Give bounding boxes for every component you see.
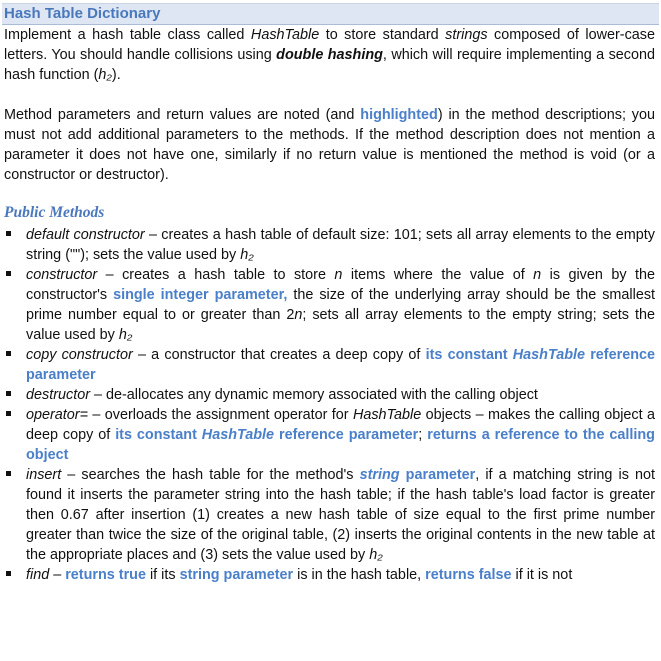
method-name: find <box>26 567 50 583</box>
parameter-highlight-type: string <box>359 467 400 483</box>
method-description: objects – makes the calling object a deep copy of <box>26 407 655 443</box>
method-description: – a constructor that creates a deep copy of <box>132 347 426 363</box>
intro-text-3: composed of lower-case letters. You should handle collisions using <box>4 27 655 63</box>
parameter-highlight: reference parameter <box>274 427 419 443</box>
public-methods-heading: Public Methods <box>4 204 105 221</box>
bullet-marker <box>6 271 11 276</box>
parameter-highlight: single integer parameter, <box>113 287 288 303</box>
variable-n: n <box>533 267 542 283</box>
note-text-1: Method parameters and return values are noted (and <box>4 107 361 123</box>
method-item-constructor <box>4 265 655 345</box>
bullet-marker <box>6 471 11 476</box>
bullet-marker <box>6 391 11 396</box>
h2-term: h₂ <box>240 247 254 263</box>
method-name: insert <box>26 467 62 483</box>
parameter-highlight: its constant <box>115 427 202 443</box>
method-description: – <box>49 567 66 583</box>
method-description: ; sets all array elements to the empty string; sets the value used by <box>26 307 655 343</box>
parameters-note-paragraph <box>4 105 655 185</box>
method-description: – overloads the assignment operator for <box>88 407 353 423</box>
method-item-insert <box>4 465 655 565</box>
method-description: – creates a hash table to store <box>97 267 335 283</box>
h2-term: h₂ <box>118 327 133 343</box>
bullet-marker <box>6 231 11 236</box>
method-item-default-constructor <box>4 225 655 265</box>
parameter-highlight-class: HashTable <box>201 427 275 443</box>
document-title: Hash Table Dictionary <box>2 3 659 25</box>
method-description: ; <box>418 427 428 443</box>
method-description: – searches the hash table for the method's <box>61 467 360 483</box>
return-highlight: returns a reference to the calling object <box>26 427 655 463</box>
return-highlight: returns true <box>65 567 146 583</box>
bullet-marker <box>6 571 11 576</box>
method-description: items where the value of <box>342 267 534 283</box>
parameter-highlight: its constant <box>425 347 513 363</box>
class-name-hashtable: HashTable <box>352 407 422 423</box>
method-item-destructor <box>4 385 655 405</box>
class-name-hashtable: HashTable <box>250 27 320 43</box>
return-highlight: returns false <box>425 567 512 583</box>
methods-list <box>4 225 655 585</box>
method-description: the size of the underlying array should be the smallest prime number equal to or greater than 2 <box>26 287 656 323</box>
method-description: is in the hash table, <box>293 567 426 583</box>
method-description: – de-allocates any dynamic memory associated with the calling object <box>90 387 538 403</box>
method-name: constructor <box>26 267 98 283</box>
intro-text-2: to store standard <box>319 27 446 43</box>
intro-paragraph <box>4 25 655 85</box>
bullet-marker <box>6 411 11 416</box>
parameter-highlight: parameter <box>399 467 476 483</box>
method-description: , if a matching string is not found it inserts the parameter string into the hash table; if the hash table's load factor is greater then 0.67 after insertion (1) creates a new hash table of size equal to the first prime number greater than twice the size of the original table, (2) inserts the original contents in the new table at the appropriate places and (3) sets the value used by <box>26 467 655 563</box>
intro-text-4: , which will require implementing a second hash function ( <box>4 47 656 83</box>
method-name: copy constructor <box>26 347 133 363</box>
parameter-highlight: reference parameter <box>26 347 655 383</box>
highlighted-word: highlighted <box>360 107 438 123</box>
method-item-operator-assign <box>4 405 655 465</box>
variable-n: n <box>294 307 303 323</box>
h2-term: h₂ <box>98 67 112 83</box>
method-description: if it is not <box>511 567 573 583</box>
note-text-2: ) in the method descriptions; you must not add additional parameters to the methods. If the method description does not mention a parameter it does not have one, similarly if no return value is mentioned the method is void (or a constructor or destructor). <box>4 107 655 183</box>
double-hashing-term: double hashing <box>276 47 383 63</box>
h2-term: h₂ <box>369 547 383 563</box>
intro-text-5: ). <box>111 67 121 83</box>
method-name: destructor <box>26 387 90 403</box>
method-name: operator= <box>26 407 89 423</box>
method-item-find <box>4 565 655 585</box>
intro-text-1: Implement a hash table class called <box>4 27 251 43</box>
method-description: is given by the constructor's <box>26 267 655 303</box>
bullet-marker <box>6 351 11 356</box>
parameter-highlight-class: HashTable <box>512 347 585 363</box>
variable-n: n <box>334 267 343 283</box>
method-name: default constructor <box>26 227 145 243</box>
parameter-highlight: string parameter <box>179 567 294 583</box>
method-description: if its <box>145 567 180 583</box>
method-description: – creates a hash table of default size: 101; sets all array elements to the empty string (""); sets the value used by <box>26 227 655 263</box>
method-item-copy-constructor <box>4 345 655 385</box>
strings-term: strings <box>445 27 488 43</box>
